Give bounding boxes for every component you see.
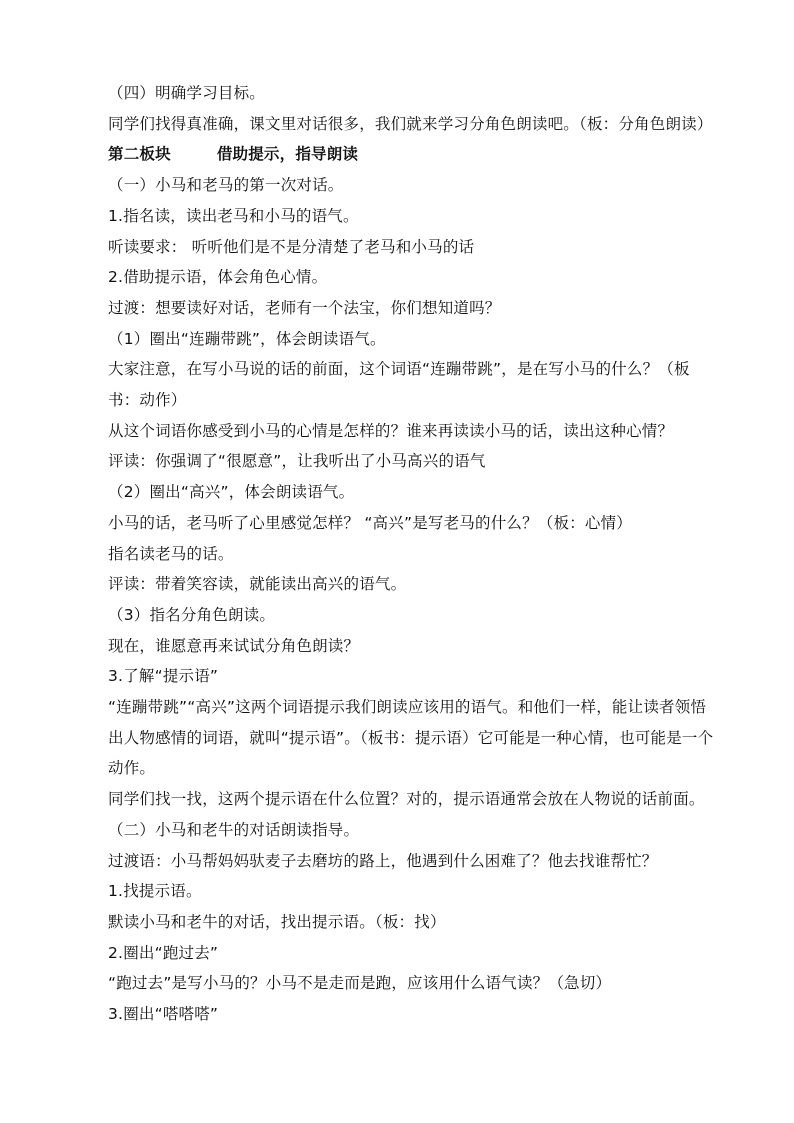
paragraph: 过渡语：小马帮妈妈驮麦子去磨坊的路上，他遇到什么困难了？他去找谁帮忙？	[108, 851, 658, 870]
paragraph: 默读小马和老牛的对话，找出提示语。（板：找）	[108, 912, 446, 931]
paragraph: 1.指名读，读出老马和小马的语气。	[108, 206, 359, 225]
paragraph: 评读：你强调了“很愿意”，让我听出了小马高兴的语气	[108, 452, 486, 471]
paragraph: 2.圈出“跑过去”	[108, 943, 219, 962]
paragraph: （四）明确学习目标。	[108, 84, 266, 102]
paragraph: 2.借助提示语，体会角色心情。	[108, 268, 328, 287]
paragraph: 大家注意，在写小马说的话的前面，这个词语“连蹦带跳”，是在写小马的什么？（板书：动作）	[108, 360, 690, 410]
paragraph: 同学们找一找，这两个提示语在什么位置？对的，提示语通常会放在人物说的话前面。	[108, 790, 705, 809]
paragraph: 听读要求： 听听他们是不是分清楚了老马和小马的话	[108, 237, 475, 256]
paragraph: （1）圈出“连蹦带跳”，体会朗读语气。	[108, 329, 386, 348]
paragraph: 3.圈出“嗒嗒嗒”	[108, 1005, 219, 1024]
paragraph: 从这个词语你感受到小马的心情是怎样的？谁来再读读小马的话，读出这种心情？	[108, 421, 674, 440]
paragraph: “连蹦带跳”“高兴”这两个词语提示我们朗读应该用的语气。和他们一样，能让读者领悟出人物感情的词语，就叫“提示语”。（板书：提示语）它可能是一种心情，也可能是一个动作。	[108, 698, 714, 778]
paragraph: （二）小马和老牛的对话朗读指导。	[108, 820, 360, 839]
paragraph: （3）指名分角色朗读。	[108, 605, 276, 624]
paragraph: 1.找提示语。	[108, 882, 202, 901]
paragraph: 评读：带着笑容读，就能读出高兴的语气。	[108, 575, 407, 594]
paragraph: 同学们找得真准确，课文里对话很多，我们就来学习分角色朗读吧。（板：分角色朗读）	[108, 114, 713, 133]
paragraph: 指名读老马的话。	[108, 544, 234, 563]
section-heading	[108, 139, 718, 170]
section-heading-number: 第二板块	[108, 145, 171, 164]
paragraph: 3.了解“提示语”	[108, 667, 219, 686]
paragraph: 现在，谁愿意再来试试分角色朗读？	[108, 636, 360, 655]
paragraph: “跑过去”是写小马的？小马不是走而是跑，应该用什么语气读？（急切）	[108, 974, 612, 993]
paragraph: 小马的话，老马听了心里感觉怎样？ “高兴”是写老马的什么？（板：心情）	[108, 513, 632, 532]
section-heading-title: 借助提示，指导朗读	[216, 145, 359, 164]
paragraph: 过渡：想要读好对话，老师有一个法宝，你们想知道吗？	[108, 298, 501, 317]
document-body	[108, 78, 718, 1030]
paragraph: （一）小马和老马的第一次对话。	[108, 176, 344, 195]
paragraph: （2）圈出“高兴”，体会朗读语气。	[108, 483, 355, 502]
